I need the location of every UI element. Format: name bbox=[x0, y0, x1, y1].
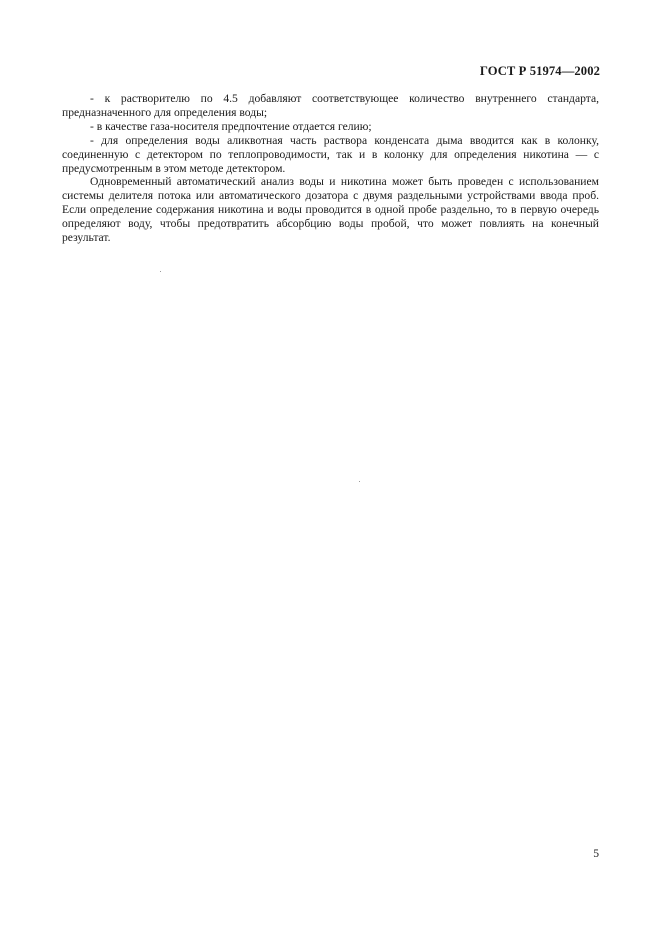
scan-speck bbox=[359, 481, 360, 482]
document-code-header: ГОСТ Р 51974—2002 bbox=[479, 64, 600, 78]
list-item-water-determination: - для определения воды аликвотная часть раствора конденсата дыма вводится как в колонку, соединенную с детектором по теплопроводимости, так и в колонку для определения никотина — с предусмотренным в этом методе детектором. bbox=[62, 133, 599, 175]
document-body bbox=[62, 92, 599, 245]
list-item-carrier-gas: - в качестве газа-носителя предпочтение отдается гелию; bbox=[90, 119, 372, 133]
scan-speck bbox=[160, 271, 161, 272]
list-item-internal-standard: - к растворителю по 4.5 добавляют соответствующее количество внутреннего стандарта, предназначенного для определения воды; bbox=[62, 92, 599, 119]
page-number: 5 bbox=[593, 847, 599, 860]
paragraph-simultaneous-analysis: Одновременный автоматический анализ воды и никотина может быть проведен с использованием системы делителя потока или автоматического дозатора с двумя раздельными устройствами ввода проб. Если определение содержания никотина и воды проводится в одной пробе раздельно, то в первую очередь определяют воду, чтобы предотвратить абсорбцию воды пробой, что может повлиять на конечный результат. bbox=[62, 175, 599, 245]
